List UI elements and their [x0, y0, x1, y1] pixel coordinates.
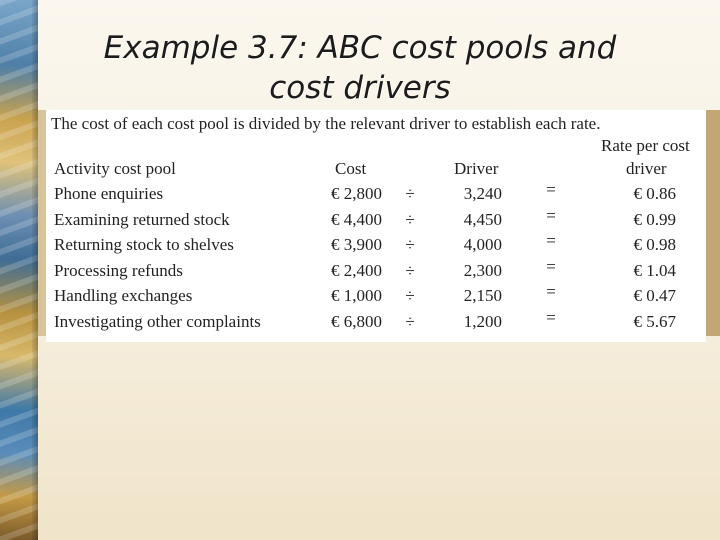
cell-driver: 4,450: [463, 210, 502, 229]
header-rate-line-2: driver: [626, 159, 667, 178]
cell-cost: € 1,000: [331, 286, 382, 305]
divide-sign: ÷: [405, 210, 415, 229]
cell-cost: € 6,800: [331, 312, 382, 331]
cell-driver: 4,000: [463, 235, 502, 254]
cell-activity-cost-pool: Examining returned stock: [54, 210, 230, 229]
cell-activity-cost-pool: Processing refunds: [54, 261, 183, 280]
header-cost: Cost: [335, 159, 367, 178]
equals-sign: =: [546, 257, 556, 276]
cell-cost: € 4,400: [331, 210, 382, 229]
cell-driver: 1,200: [463, 312, 502, 331]
divide-sign: ÷: [405, 261, 415, 280]
cell-activity-cost-pool: Phone enquiries: [54, 184, 164, 203]
cell-driver: 2,150: [463, 286, 502, 305]
cell-activity-cost-pool: Returning stock to shelves: [54, 235, 234, 254]
cell-driver: 3,240: [463, 184, 502, 203]
cell-activity-cost-pool: Investigating other complaints: [54, 312, 261, 331]
cell-rate-per-driver: € 0.86: [633, 184, 676, 203]
slide-title-line-2: cost drivers: [269, 70, 451, 106]
cell-rate-per-driver: € 0.98: [633, 235, 676, 254]
equals-sign: =: [546, 308, 556, 327]
cell-rate-per-driver: € 0.99: [633, 210, 676, 229]
cell-cost: € 2,400: [331, 261, 382, 280]
slide-title: [40, 28, 680, 108]
slide-title-line-1: Example 3.7: ABC cost pools and: [103, 30, 617, 66]
header-driver: Driver: [454, 159, 499, 178]
cell-cost: € 2,800: [331, 184, 382, 203]
divide-sign: ÷: [405, 286, 415, 305]
cost-pool-table: [46, 110, 706, 342]
cell-activity-cost-pool: Handling exchanges: [54, 286, 193, 305]
cell-driver: 2,300: [463, 261, 502, 280]
equals-sign: =: [546, 206, 556, 225]
equals-sign: =: [546, 231, 556, 250]
table-intro: The cost of each cost pool is divided by the relevant driver to establish each rate.: [51, 114, 601, 133]
cell-rate-per-driver: € 5.67: [633, 312, 676, 331]
equals-sign: =: [546, 282, 556, 301]
divide-sign: ÷: [405, 235, 415, 254]
equals-sign: =: [546, 180, 556, 199]
cell-cost: € 3,900: [331, 235, 382, 254]
divide-sign: ÷: [405, 312, 415, 331]
divide-sign: ÷: [405, 184, 415, 203]
cell-rate-per-driver: € 0.47: [633, 286, 676, 305]
banknote-decoration: [0, 0, 38, 540]
cell-rate-per-driver: € 1.04: [633, 261, 676, 280]
header-activity-cost-pool: Activity cost pool: [54, 159, 176, 178]
header-rate-line-1: Rate per cost: [601, 136, 690, 155]
